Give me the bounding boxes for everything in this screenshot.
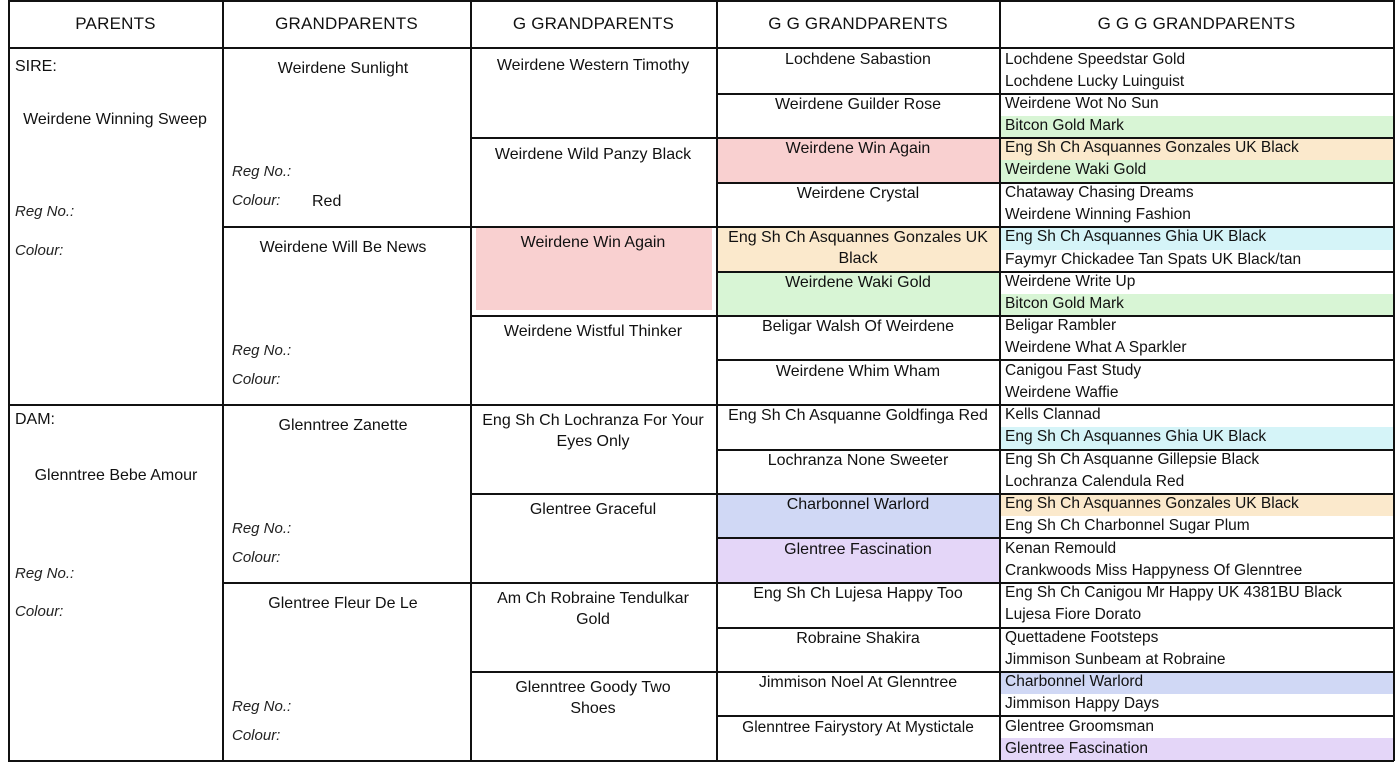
col-sep-1 — [222, 0, 224, 761]
grandparent-4-reg-label: Reg No.: — [232, 698, 292, 715]
ggg-grandparent-24: Crankwoods Miss Happyness Of Glenntree — [1005, 562, 1303, 579]
ggg-grandparent-4: Bitcon Gold Mark — [1005, 117, 1124, 134]
ggg-grandparent-15: Canigou Fast Study — [1005, 362, 1142, 379]
col-sep-2 — [470, 0, 472, 761]
grandparent-2-colour-label: Colour: — [232, 371, 281, 388]
header-parents: PARENTS — [75, 14, 156, 33]
grandparent-2-name: Weirdene Will Be News — [259, 239, 427, 256]
ggg-grandparent-6: Weirdene Waki Gold — [1005, 161, 1147, 178]
gg-grandparent-13: Eng Sh Ch Lujesa Happy Too — [753, 585, 963, 602]
g-grandparent-4: Weirdene Wistful Thinker — [503, 323, 683, 340]
grandparent-2-reg-label: Reg No.: — [232, 342, 292, 359]
g-grandparent-5: Eng Sh Ch Lochranza For Your Eyes Only — [482, 412, 704, 450]
ggg-grandparent-20: Lochranza Calendula Red — [1005, 473, 1185, 490]
ggg-grandparent-7: Chataway Chasing Dreams — [1005, 184, 1194, 201]
ggg-grandparent-9: Eng Sh Ch Asquannes Ghia UK Black — [1005, 228, 1267, 245]
sire-role: SIRE: — [15, 58, 57, 75]
grandparent-3-colour-label: Colour: — [232, 549, 281, 566]
g-grandparent-1: Weirdene Western Timothy — [496, 57, 690, 74]
row-sep-parents — [8, 404, 1394, 406]
ggg-grandparent-27: Quettadene Footsteps — [1005, 629, 1159, 646]
gg-grandparent-16: Glenntree Fairystory At Mystictale — [742, 719, 974, 736]
ggg-grandparent-25: Eng Sh Ch Canigou Mr Happy UK 4381BU Black — [1005, 584, 1342, 601]
gg-grandparent-4: Weirdene Crystal — [796, 185, 920, 202]
ggg-grandparent-13: Beligar Rambler — [1005, 317, 1117, 334]
ggg-grandparent-31: Glentree Groomsman — [1005, 718, 1155, 735]
header-gg-grandparents: G G GRANDPARENTS — [768, 14, 948, 33]
ggg-grandparent-30: Jimmison Happy Days — [1005, 695, 1160, 712]
gg-grandparent-2: Weirdene Guilder Rose — [774, 96, 941, 113]
ggg-grandparent-11: Weirdene Write Up — [1005, 273, 1136, 290]
sire-name: Weirdene Winning Sweep — [23, 111, 207, 128]
grandparent-1-name: Weirdene Sunlight — [277, 60, 409, 77]
ggg-grandparent-3: Weirdene Wot No Sun — [1005, 95, 1159, 112]
gg-grandparent-1: Lochdene Sabastion — [785, 51, 931, 68]
border-left — [8, 0, 10, 761]
ggg-grandparent-19: Eng Sh Ch Asquanne Gillepsie Black — [1005, 451, 1260, 468]
ggg-grandparent-5: Eng Sh Ch Asquannes Gonzales UK Black — [1005, 139, 1299, 156]
border-right — [1393, 0, 1395, 761]
grandparent-3-name: Glenntree Zanette — [278, 417, 408, 434]
gg-grandparent-6: Weirdene Waki Gold — [785, 274, 931, 291]
grandparent-1-colour-label: Colour: — [232, 192, 281, 209]
g-grandparent-2: Weirdene Wild Panzy Black — [494, 146, 692, 163]
dam-colour-label: Colour: — [15, 603, 64, 620]
ggg-grandparent-29: Charbonnel Warlord — [1005, 673, 1144, 690]
ggg-grandparent-16: Weirdene Waffie — [1005, 384, 1119, 401]
grandparent-1-reg-label: Reg No.: — [232, 163, 292, 180]
gg-grandparent-9: Eng Sh Ch Asquanne Goldfinga Red — [728, 407, 988, 424]
grandparent-4-colour-label: Colour: — [232, 727, 281, 744]
ggg-grandparent-10: Faymyr Chickadee Tan Spats UK Black/tan — [1005, 251, 1302, 268]
ggg-grandparent-17: Kells Clannad — [1005, 406, 1101, 423]
gg-grandparent-5: Eng Sh Ch Asquannes Gonzales UK Black — [728, 229, 988, 267]
ggg-grandparent-28: Jimmison Sunbeam at Robraine — [1005, 651, 1226, 668]
col-sep-4 — [999, 0, 1001, 761]
ggg-grandparent-23: Kenan Remould — [1005, 540, 1117, 557]
sire-reg-label: Reg No.: — [15, 203, 75, 220]
g-grandparent-3: Weirdene Win Again — [520, 234, 666, 251]
ggg-grandparent-14: Weirdene What A Sparkler — [1005, 339, 1187, 356]
ggg-grandparent-2: Lochdene Lucky Luinguist — [1005, 73, 1185, 90]
ggg-grandparent-26: Lujesa Fiore Dorato — [1005, 606, 1142, 623]
ggg-grandparent-18: Eng Sh Ch Asquannes Ghia UK Black — [1005, 428, 1267, 445]
gg-grandparent-12: Glentree Fascination — [784, 541, 932, 558]
ggg-grandparent-1: Lochdene Speedstar Gold — [1005, 51, 1186, 68]
ggg-grandparent-8: Weirdene Winning Fashion — [1005, 206, 1191, 223]
gg-grandparent-14: Robraine Shakira — [796, 630, 920, 647]
ggg-grandparent-12: Bitcon Gold Mark — [1005, 295, 1124, 312]
ggg-grandparent-32: Glentree Fascination — [1005, 740, 1149, 757]
g-grandparent-7: Am Ch Robraine Tendulkar Gold — [497, 590, 689, 628]
gg-grandparent-7: Beligar Walsh Of Weirdene — [761, 318, 955, 335]
header-g-grandparents: G GRANDPARENTS — [512, 14, 675, 33]
g-grandparent-6: Glentree Graceful — [529, 501, 657, 518]
gg-grandparent-11: Charbonnel Warlord — [786, 496, 930, 513]
ggg-grandparent-22: Eng Sh Ch Charbonnel Sugar Plum — [1005, 517, 1250, 534]
g-grandparent-8: Glenntree Goody Two Shoes — [515, 679, 671, 717]
grandparent-1-colour: Red — [312, 193, 342, 210]
dam-reg-label: Reg No.: — [15, 565, 75, 582]
header-ggg-grandparents: G G G GRANDPARENTS — [1097, 14, 1296, 33]
ggg-grandparent-21: Eng Sh Ch Asquannes Gonzales UK Black — [1005, 495, 1299, 512]
sire-colour-label: Colour: — [15, 242, 64, 259]
header-grandparents: GRANDPARENTS — [275, 14, 418, 33]
gg-grandparent-10: Lochranza None Sweeter — [767, 452, 949, 469]
gg-grandparent-3: Weirdene Win Again — [785, 140, 931, 157]
gg-grandparent-15: Jimmison Noel At Glenntree — [758, 674, 958, 691]
dam-name: Glenntree Bebe Amour — [34, 467, 198, 484]
grandparent-3-reg-label: Reg No.: — [232, 520, 292, 537]
gg-grandparent-8: Weirdene Whim Wham — [775, 363, 941, 380]
dam-role: DAM: — [15, 411, 55, 428]
grandparent-4-name: Glentree Fleur De Le — [268, 595, 418, 612]
border-bottom — [8, 760, 1394, 762]
